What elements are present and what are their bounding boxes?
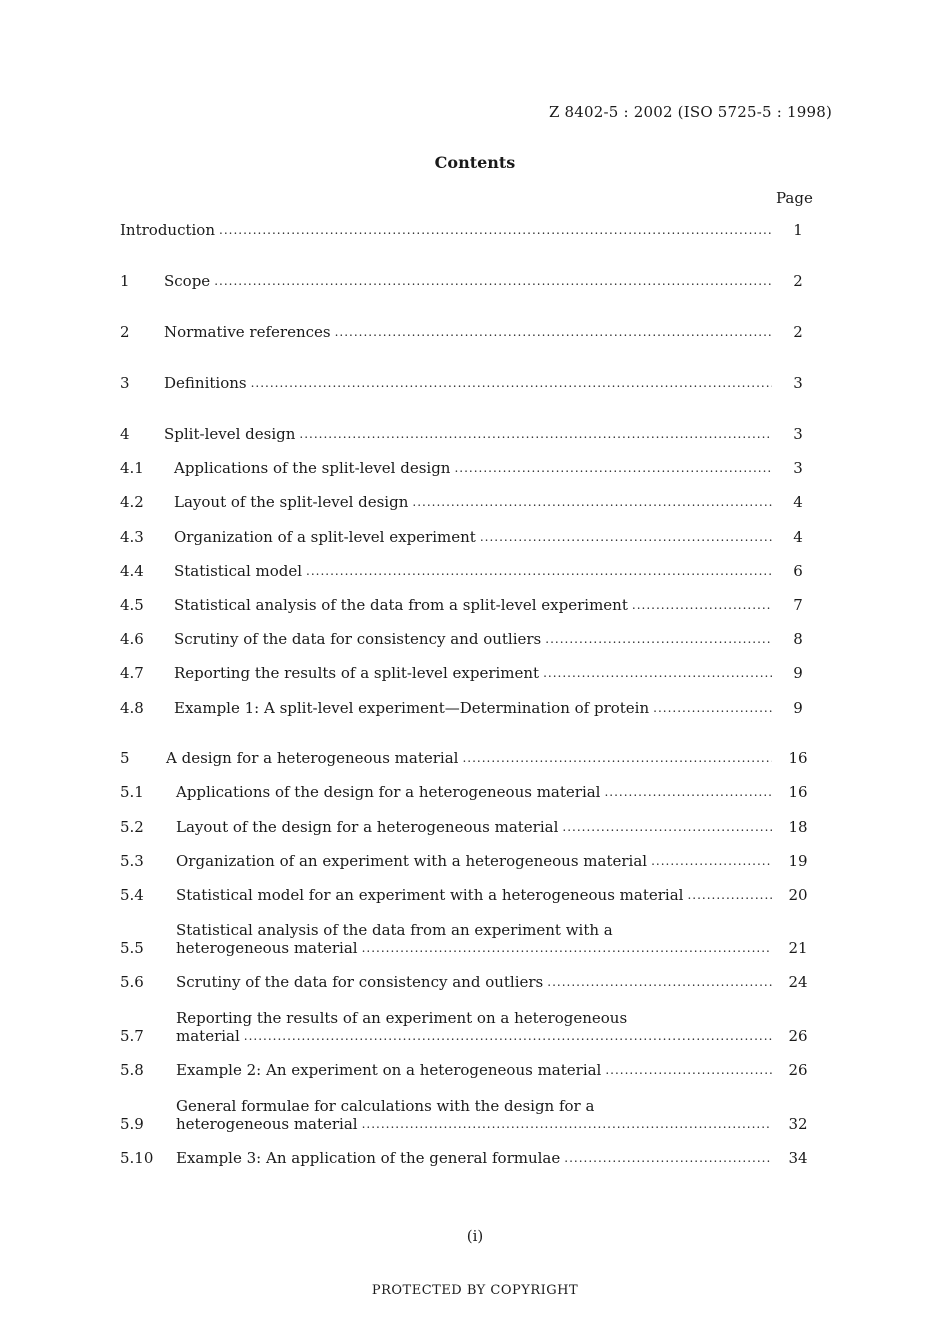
toc-entry-title: Scrutiny of the data for consistency and outliers [176, 972, 547, 992]
dot-leader [362, 1114, 772, 1134]
toc-entry-number: 4.4 [120, 562, 144, 580]
dot-leader [335, 322, 772, 342]
dot-leader [653, 698, 772, 718]
dot-leader [244, 1026, 772, 1046]
dot-leader [306, 561, 772, 581]
toc-entry-title: Layout of the split-level design [174, 492, 412, 512]
toc-entry-page: 20 [788, 886, 808, 904]
toc-entry-title: Statistical model [174, 561, 306, 581]
toc-entry-page: 16 [788, 749, 808, 767]
toc-entry-number: 4.3 [120, 528, 144, 546]
toc-entry-title: Layout of the design for a heterogeneous material [176, 817, 562, 837]
dot-leader [604, 782, 772, 802]
dot-leader [543, 663, 772, 683]
dot-leader [412, 492, 772, 512]
dot-leader [251, 373, 772, 393]
toc-entry-title: Scrutiny of the data for consistency and outliers [174, 629, 545, 649]
toc-entry-page: 3 [793, 459, 803, 477]
dot-leader [299, 424, 772, 444]
dot-leader [547, 972, 772, 992]
toc-entry-title: Organization of an experiment with a heterogeneous material [176, 851, 651, 871]
toc-entry-title: Introduction [120, 220, 219, 240]
toc-entry-page: 26 [788, 1061, 808, 1079]
toc-entry-title: Statistical model for an experiment with a heterogeneous material [176, 885, 687, 905]
toc-entry-page: 24 [788, 973, 808, 991]
toc-entry-title: Example 3: An application of the general formulae [176, 1148, 564, 1168]
dot-leader [651, 851, 772, 871]
dot-leader [605, 1060, 772, 1080]
toc-entry-number: 4.1 [120, 459, 144, 477]
toc-entry-page: 4 [793, 493, 803, 511]
toc-entry-title: Split-level design [164, 424, 299, 444]
toc-entry-page: 4 [793, 528, 803, 546]
toc-entry-number: 5.1 [120, 783, 144, 801]
toc-entry-number: 5.8 [120, 1061, 144, 1079]
toc-entry-page: 16 [788, 783, 808, 801]
copyright-notice: PROTECTED BY COPYRIGHT [371, 1283, 579, 1298]
toc-entry-number: 4.5 [120, 596, 144, 614]
toc-entry-page: 7 [793, 596, 803, 614]
toc-entry-page: 34 [788, 1149, 808, 1167]
toc-entry-page: 8 [793, 630, 803, 648]
toc-entry-number: 4 [120, 425, 130, 443]
toc-entry-number: 5.7 [120, 1027, 144, 1045]
toc-entry-title: Applications of the split-level design [174, 458, 454, 478]
toc-entry-title-line1: Reporting the results of an experiment on a heterogeneous [176, 1009, 628, 1027]
dot-leader [454, 458, 772, 478]
page-number: (i) [466, 1227, 484, 1245]
toc-entry-number: 5.3 [120, 852, 144, 870]
toc-entry-page: 21 [788, 939, 808, 957]
dot-leader [564, 1148, 772, 1168]
toc-entry-title: Example 2: An experiment on a heterogeneous material [176, 1060, 605, 1080]
toc-entry-title: Example 1: A split-level experiment—Determination of protein [174, 698, 653, 718]
toc-entry-page: 18 [788, 818, 808, 836]
toc-entry-page: 2 [793, 323, 803, 341]
toc-entry-page: 2 [793, 272, 803, 290]
toc-entry-title-line1: General formulae for calculations with the design for a [176, 1097, 595, 1115]
toc-entry-title: A design for a heterogeneous material [166, 748, 462, 768]
toc-entry-number: 5.4 [120, 886, 144, 904]
toc-entry-page: 26 [788, 1027, 808, 1045]
dot-leader [362, 938, 772, 958]
toc-entry-number: 5.9 [120, 1115, 144, 1133]
dot-leader [462, 748, 772, 768]
toc-entry-number: 4.7 [120, 664, 144, 682]
toc-entry-number: 4.2 [120, 493, 144, 511]
dot-leader [480, 527, 772, 547]
toc-entry-title: Organization of a split-level experiment [174, 527, 480, 547]
toc-entry-number: 4.6 [120, 630, 144, 648]
toc-entry-number: 5.2 [120, 818, 144, 836]
document-code: Z 8402-5 : 2002 (ISO 5725-5 : 1998) [548, 103, 832, 121]
toc-entry-number: 4.8 [120, 699, 144, 717]
toc-entry-page: 9 [793, 699, 803, 717]
toc-entry-page: 1 [793, 221, 803, 239]
toc-entry-title: heterogeneous material [176, 938, 362, 958]
dot-leader [687, 885, 772, 905]
toc-entry-number: 3 [120, 374, 130, 392]
toc-entry-title: material [176, 1026, 244, 1046]
toc-entry-number: 5 [120, 749, 130, 767]
dot-leader [562, 817, 772, 837]
toc-entry-number: 5.10 [120, 1149, 154, 1167]
dot-leader [545, 629, 772, 649]
toc-entry-page: 9 [793, 664, 803, 682]
toc-entry-number: 5.6 [120, 973, 144, 991]
page-title: Contents [434, 153, 516, 172]
toc-entry-page: 6 [793, 562, 803, 580]
toc-entry-number: 2 [120, 323, 130, 341]
toc-entry-number: 5.5 [120, 939, 144, 957]
toc-entry-page: 3 [793, 425, 803, 443]
dot-leader [219, 220, 772, 240]
toc-entry-title: Reporting the results of a split-level experiment [174, 663, 543, 683]
toc-entry-title: Applications of the design for a heterogeneous material [176, 782, 604, 802]
toc-entry-page: 32 [788, 1115, 808, 1133]
toc-entry-title: Normative references [164, 322, 335, 342]
dot-leader [632, 595, 772, 615]
toc-entry-page: 19 [788, 852, 808, 870]
toc-entry-title: heterogeneous material [176, 1114, 362, 1134]
toc-entry-title-line1: Statistical analysis of the data from an experiment with a [176, 921, 613, 939]
toc-entry-title: Scope [164, 271, 214, 291]
dot-leader [214, 271, 772, 291]
toc-entry-title: Definitions [164, 373, 251, 393]
toc-entry-title: Statistical analysis of the data from a split-level experiment [174, 595, 632, 615]
page-column-label: Page [776, 189, 813, 207]
toc-entry-number: 1 [120, 272, 130, 290]
toc-entry-page: 3 [793, 374, 803, 392]
